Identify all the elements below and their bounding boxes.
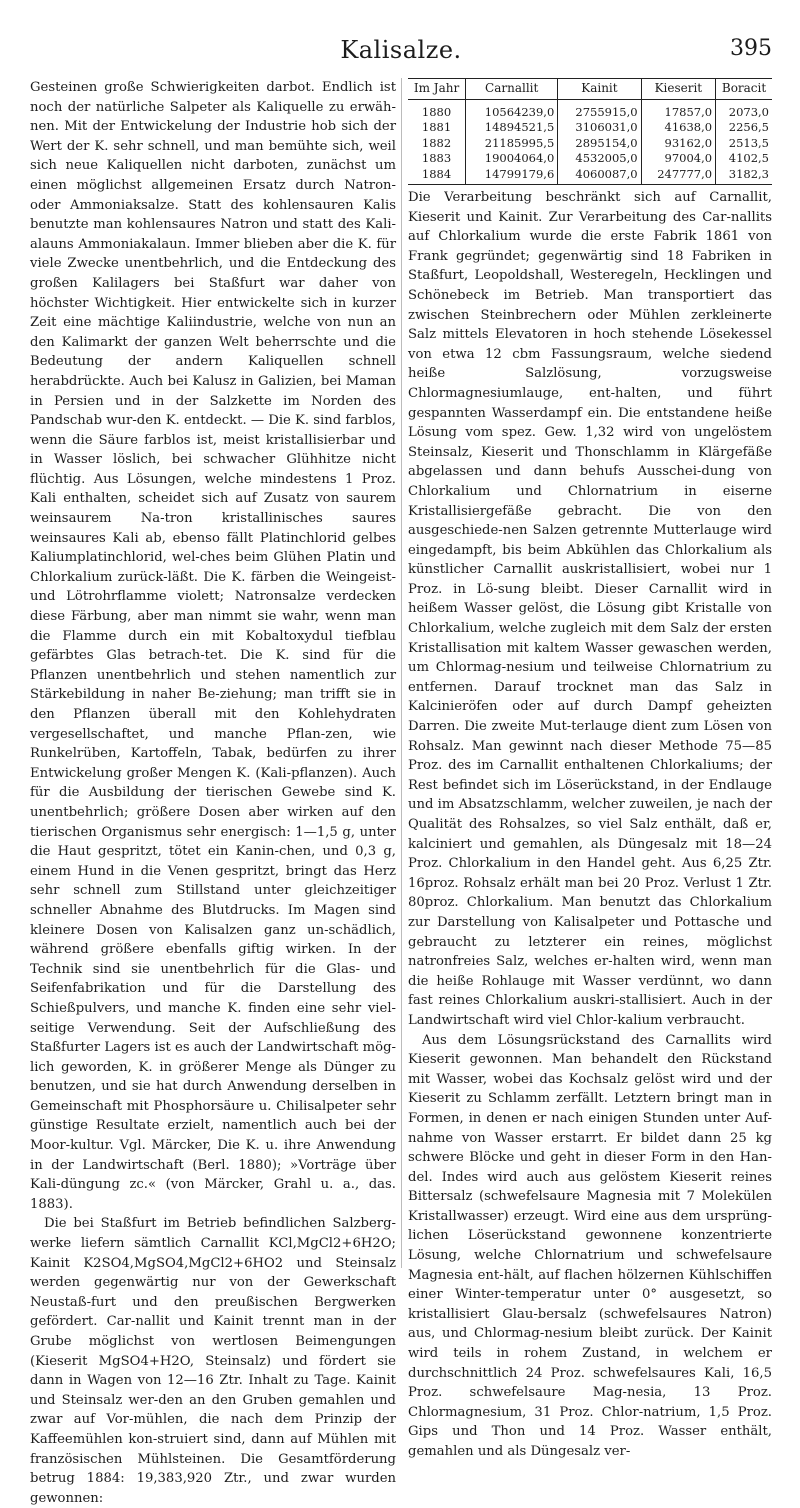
table-header: Kieserit xyxy=(641,79,716,100)
table-row xyxy=(408,99,772,120)
table-cell: 4060087,0 xyxy=(558,167,641,185)
table-row xyxy=(408,151,772,167)
table-cell: 14894521,5 xyxy=(466,120,558,136)
paragraph: Die bei Staßfurt im Betrieb befindlichen Salzberg-werke liefern sämtlich Carnallit KCl,MgCl2+6H2O; Kainit K2SO4,MgSO4,MgCl2+6HO2 und Steinsalz werden gegenwärtig nur von der Gewerkschaft Neustaß-furt und den preußischen Bergwerken gefördert. Car-nallit und Kainit trennt man in der Grube möglichst von wertlosen Beimengungen (Kieserit MgSO4+H2O, Steinsalz) und fördert sie dann in Wagen von 12—16 Ztr. Inhalt zu Tage. Kainit und Steinsalz wer-den an den Gruben gemahlen und zwar auf Vor-mühlen, die nach dem Prinzip der Kaffeemühlen kon-struiert sind, dann auf Mühlen mit französischen Mühlsteinen. Die Gesamtförderung betrug 1884: 19,383,920 Ztr., und zwar wurden gewonnen: xyxy=(30,1216,396,1506)
table-cell: 41638,0 xyxy=(641,120,716,136)
table-cell: 4102,5 xyxy=(716,151,772,167)
table-row xyxy=(408,167,772,185)
table-row xyxy=(408,136,772,152)
table-cell: 3106031,0 xyxy=(558,120,641,136)
paragraph: Die Verarbeitung beschränkt sich auf Carnallit, Kieserit und Kainit. Zur Verarbeitung des Car-nallits auf Chlorkalium wurde die erste Fabrik 1861 von Frank gegründet; gegenwärtig sind 18 Fabriken in Staßfurt, Leopoldshall, Westeregeln, Hecklingen und Schönebeck im Betrieb. Man transportiert das zwischen Steinbrechern oder Mühlen zerkleinerte Salz mittels Elevatoren in hoch stehende Lösekessel von etwa 12 cbm Fassungsraum, welche siedend heiße Salzlösung, vorzugsweise Chlormagnesiumlauge, ent-halten, und führt gespannten Wasserdampf ein. Die entstandene heiße Lösung vom spez. Gew. 1,32 wird von ungelöstem Steinsalz, Kieserit und Thonschlamm in Klärgefäße abgelassen und dann behufs Ausschei-dung von Chlorkalium und Chlornatrium in eiserne Kristallisiergefäße gebracht. Die von den ausgeschiede-nen Salzen getrennte Mutterlauge wird eingedampft, bis beim Abkühlen das Chlorkalium als künstlicher Carnallit auskristallisiert, wobei nur 1 Proz. in Lö-sung bleibt. Dieser Carnallit wird in heißem Wasser gelöst, die Lösung gibt Kristalle von Chlorkalium, welche zugleich mit dem Salz der ersten Kristallisation mit kaltem Wasser gewaschen werden, um Chlormag-nesium und teilweise Chlornatrium zu entfernen. Darauf trocknet man das Salz in Kalcinieröfen oder auf durch Dampf geheizten Darren. Die zweite Mut-terlauge dient zum Lösen von Rohsalz. Man gewinnt nach dieser Methode 75—85 Proz. des im Carnallit enthaltenen Chlorkaliums; der Rest befindet sich im Löserückstand, in der Endlauge und im Absatzschlamm, welcher zuweilen, je nach der Qualität des Rohsalzes, so viel Salz enthält, daß er, kalciniert und gemahlen, als Düngesalz mit 18—24 Proz. Chlorkalium in den Handel geht. Aus 6,25 Ztr. 16proz. Rohsalz erhält man bei 20 Proz. Verlust 1 Ztr. 80proz. Chlorkalium. Man benutzt das Chlorkalium zur Darstellung von Kalisalpeter und Pottasche und gebraucht zu letzterer ein reines, möglichst natronfreies Salz, welches er-halten wird, wenn man die heiße Rohlauge mit Wasser verdünnt, wo dann fast reines Chlorkalium auskri-stallisiert. Auch in der Landwirtschaft wird viel Chlor-kalium verbraucht. xyxy=(408,190,772,1028)
table-cell: 2073,0 xyxy=(716,99,772,120)
table-cell: 1882 xyxy=(421,135,452,150)
table-header: Im Jahr xyxy=(408,79,466,100)
running-title: Kalisalze. xyxy=(340,36,462,64)
page-number: 395 xyxy=(730,36,772,61)
table-cell: 4532005,0 xyxy=(558,151,641,167)
table-cell: 93162,0 xyxy=(641,136,716,152)
table-cell: 2895154,0 xyxy=(558,136,641,152)
table-cell: 19004064,0 xyxy=(466,151,558,167)
table-row xyxy=(408,120,772,136)
table-cell: 1883 xyxy=(421,151,452,165)
column-divider xyxy=(401,78,402,1268)
left-column xyxy=(30,78,396,1508)
table-header: Kainit xyxy=(558,79,641,100)
right-column xyxy=(408,78,772,1462)
table-cell: 97004,0 xyxy=(641,151,716,167)
paragraph: Gesteinen große Schwierigkeiten darbot. Endlich ist noch der natürliche Salpeter als Kaliquelle zu erwäh-nen. Mit der Entwickelung der Industrie hob sich der Wert der K. sehr schnell, und man bemühte sich, weil sich neue Kaliquellen nicht darboten, zunächst um einen möglichst allgemeinen Ersatz durch Natron- oder Ammoniaksalze. Statt des kohlensauren Kalis benutzte man kohlensaures Natron und statt des Kali-alauns Ammoniakalaun. Immer blieben aber die K. für viele Zwecke unentbehrlich, und die Entdeckung des großen Kalilagers bei Staßfurt war daher von höchster Wichtigkeit. Hier entwickelte sich in kurzer Zeit eine mächtige Kaliindustrie, welche von nun an den Kalimarkt der ganzen Welt beherrschte und die Bedeutung der andern Kaliquellen schnell herabdrückte. Auch bei Kalusz in Galizien, bei Maman in Persien und in der Salzkette im Norden des Pandschab wur-den K. entdeckt. — Die K. sind farblos, wenn die Säure farblos ist, meist kristallisierbar und in Wasser löslich, bei schwacher Glühhitze nicht flüchtig. Aus Lösungen, welche mindestens 1 Proz. Kali enthalten, scheidet sich auf Zusatz von saurem weinsaurem Na-tron kristallinisches saures weinsaures Kali ab, ebenso fällt Platinchlorid gelbes Kaliumplatinchlorid, wel-ches beim Glühen Platin und Chlorkalium zurück-läßt. Die K. färben die Weingeist- und Lötrohrflamme violett; Natronsalze verdecken diese Färbung, aber man nimmt sie wahr, wenn man die Flamme durch ein mit Kobaltoxydul tiefblau gefärbtes Glas betrach-tet. Die K. sind für die Pflanzen unentbehrlich und stehen namentlich zur Stärkebildung in naher Be-ziehung; man trifft sie in den Pflanzen überall mit den Kohlehydraten vergesellschaftet, und manche Pflan-zen, wie Runkelrüben, Kartoffeln, Tabak, bedürfen zu ihrer Entwickelung großer Mengen K. (Kali-pflanzen). Auch für die Ausbildung der tierischen Gewebe sind K. unentbehrlich; größere Dosen aber wirken auf den tierischen Organismus sehr energisch: 1—1,5 g, unter die Haut gespritzt, tötet ein Kanin-chen, und 0,3 g, einem Hund in die Venen gespritzt, bringt das Herz sehr schnell zum Stillstand unter gleichzeitiger schneller Abnahme des Blutdrucks. Im Magen sind kleinere Dosen von Kalisalzen ganz un-schädlich, während größere ebenfalls giftig wirken. In der Technik sind sie unentbehrlich für die Glas- und Seifenfabrikation und für die Darstellung des Schießpulvers, und manche K. finden eine sehr viel-seitige Verwendung. Seit der Aufschließung des Staßfurter Lagers ist es auch der Landwirtschaft mög-lich geworden, K. in größerer Menge als Dünger zu benutzen, und sie hat durch Anwendung derselben in Gemeinschaft mit Phosphorsäure u. Chilisalpeter sehr günstige Resultate erzielt, namentlich auch bei der Moor-kultur. Vgl. Märcker, Die K. u. ihre Anwendung in der Landwirtschaft (Berl. 1880); »Vorträge über Kali-düngung zc.« (von Märcker, Grahl u. a., das. 1883). xyxy=(30,80,396,1212)
table-cell: 14799179,6 xyxy=(466,167,558,185)
table-header: Carnallit xyxy=(466,79,558,100)
table-cell: 10564239,0 xyxy=(466,99,558,120)
table-cell: 17857,0 xyxy=(641,99,716,120)
page-header xyxy=(30,36,772,68)
table-header: Boracit xyxy=(716,79,772,100)
paragraph: Aus dem Lösungsrückstand des Carnallits wird Kieserit gewonnen. Man behandelt den Rückstand mit Wasser, wobei das Kochsalz gelöst wird und der Kieserit zu Schlamm zerfällt. Letztern bringt man in Formen, in denen er nach einigen Stunden unter Auf-nahme von Wasser erstarrt. Er bildet dann 25 kg schwere Blöcke und geht in dieser Form in den Han-del. Indes wird auch aus gelöstem Kieserit reines Bittersalz (schwefelsaure Magnesia mit 7 Molekülen Kristallwasser) erzeugt. Wird eine aus dem ursprüng-lichen Löserückstand gewonnene konzentrierte Lösung, welche Chlornatrium und schwefelsaure Magnesia ent-hält, auf flachen hölzernen Kühlschiffen einer Winter-temperatur unter 0° ausgesetzt, so kristallisiert Glau-bersalz (schwefelsaures Natron) aus, und Chlormag-nesium bleibt zurück. Der Kainit wird teils in rohem Zustand, in welchem er durchschnittlich 24 Proz. schwefelsaures Kali, 16,5 Proz. schwefelsaure Mag-nesia, 13 Proz. Chlormagnesium, 31 Proz. Chlor-natrium, 1,5 Proz. Gips und Thon und 14 Proz. Wasser enthält, gemahlen und als Düngesalz ver- xyxy=(408,1032,772,1459)
production-table xyxy=(408,78,772,185)
table-cell: 247777,0 xyxy=(641,167,716,185)
table-cell: 1884 xyxy=(408,167,466,185)
table-cell: 21185995,5 xyxy=(466,136,558,152)
table-cell: 1880 xyxy=(421,104,452,119)
table-cell: 2755915,0 xyxy=(558,99,641,120)
table-cell: 1881 xyxy=(421,120,452,134)
table-header-row xyxy=(408,79,772,100)
table-cell: 2513,5 xyxy=(716,136,772,152)
table-cell: 3182,3 xyxy=(716,167,772,185)
table-cell: 2256,5 xyxy=(716,120,772,136)
